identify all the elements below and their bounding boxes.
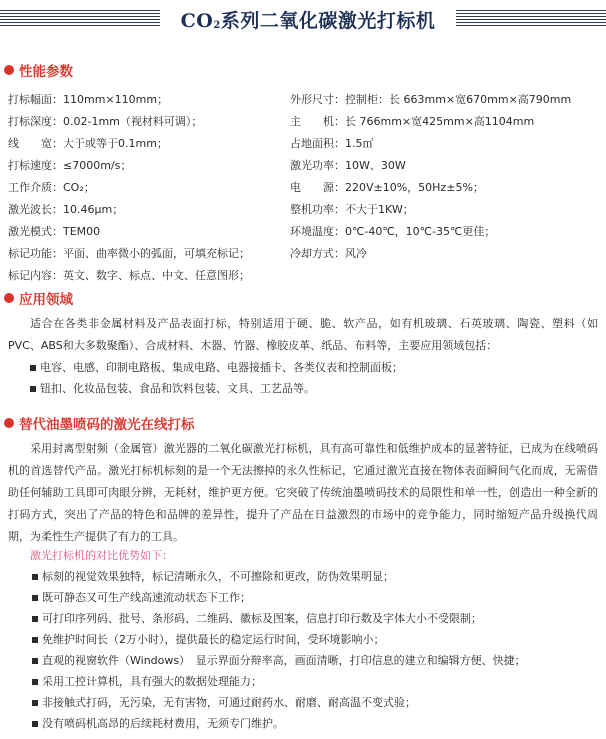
spec-left: 打标幅面：110mm×110mm； [8,93,169,106]
square-bullet-icon [32,679,38,685]
list-item: 标刻的视觉效果独特，标记清晰永久，不可擦除和更改，防伪效果明显； [32,566,592,587]
list-item: 免维护时间长（2万小时），提供最长的稳定运行时间，受环境影响小； [32,629,592,650]
list-item: 钮扣、化妆品包装、食品和饮料包装、文具、工艺品等。 [30,378,590,399]
spec-right [290,265,590,287]
applications-paragraph: 适合在各类非金属材料及产品表面打标，特别适用于硬、脆、软产品，如有机玻璃、石英玻璃、陶瓷、塑料（如PVC、ABS和大多数聚酯）、合成材料、木器、竹器、橡胶皮革、纸品、布料等，主要应用领域包括： [8,317,598,352]
spec-left: 标记内容：英文、数字、标点、中文、任意图形； [8,269,250,282]
spec-right: 整机功率：不大于1KW； [290,203,414,216]
square-bullet-icon [32,700,38,706]
section-heading-replacement: 替代油墨喷码的激光在线打标 [4,413,195,433]
spec-right: 外形尺寸：控制柜：长 663mm×宽670mm×高790mm [290,93,572,106]
list-item: 非接触式打码，无污染，无有害物，可通过耐药水、耐磨、耐高温不变式验； [32,692,592,713]
list-item: 既可静态又可生产线高速流动状态下工作； [32,587,592,608]
spec-left: 激光模式：TEM00 [8,225,101,238]
spec-left: 标记功能：平面、曲率微小的弧面，可填充标记； [8,247,250,260]
spec-right: 环境温度：0℃-40℃，10℃-35℃更佳； [290,225,496,238]
spec-left: 打标速度：≤7000m/s； [8,159,132,172]
header-title-box [160,2,456,36]
spec-row [8,243,598,265]
spec-row [8,89,598,111]
square-bullet-icon [32,721,38,727]
spec-left: 工作介质：CO₂； [8,181,95,194]
bullet-dot-icon [4,65,14,75]
square-bullet-icon [32,574,38,580]
advantages-list [32,566,592,734]
spec-row [8,199,598,221]
spec-left: 打标深度：0.02-1mm（视材料可调）； [8,115,203,128]
section-heading-performance: 性能参数 [4,60,73,80]
list-item: 可打印序列码、批号、条形码、二维码、徽标及图案，信息打印行数及字体大小不受限制； [32,608,592,629]
square-bullet-icon [32,658,38,664]
square-bullet-icon [32,637,38,643]
spec-row [8,221,598,243]
spec-table [8,89,598,287]
spec-right: 激光功率：10W、30W [290,159,406,172]
list-item: 没有喷码机高昂的后续耗材费用，无须专门维护。 [32,713,592,734]
applications-list [30,357,590,399]
square-bullet-icon [30,365,36,371]
header-stripe-left [0,10,160,28]
list-item: 采用工控计算机，具有强大的数据处理能力； [32,671,592,692]
spec-row [8,155,598,177]
spec-left: 激光波长：10.46μm； [8,203,124,216]
header-banner [0,0,606,38]
advantages-title: 激光打标机的对比优势如下： [30,549,173,562]
spec-row [8,177,598,199]
header-stripe-right [456,10,606,28]
section-heading-applications: 应用领域 [4,288,73,308]
spec-row [8,111,598,133]
bullet-dot-icon [4,418,14,428]
spec-right: 冷却方式：风冷 [290,247,367,260]
spec-right: 主 机：长 766mm×宽425mm×高1104mm [290,115,535,128]
square-bullet-icon [32,595,38,601]
list-item: 直观的视窗软件（Windows） 显示界面分辩率高，画面清晰，打印信息的建立和编辑方便、快捷； [32,650,592,671]
bullet-dot-icon [4,293,14,303]
spec-right: 电 源：220V±10%，50Hz±5%； [290,181,484,194]
spec-left: 线 宽：大于或等于0.1mm； [8,137,168,150]
spec-row [8,265,598,287]
square-bullet-icon [30,386,36,392]
replacement-paragraph: 采用封离型射频（金属管）激光器的二氧化碳激光打标机，具有高可靠性和低维护成本的显著特征，已成为在线喷码机的首选替代产品。激光打标机标刻的是一个无法擦掉的永久性标记，它通过激光直接在物体表面瞬间气化而成，无需借助任何辅助工具即可肉眼分辨，无耗材，维护更方便。它突破了传统油墨喷码技术的局限性和单一性，创造出一种全新的打码方式，突出了产品的特色和品牌的差异性，提升了产品在日益激烈的市场中的竞争能力，同时缩短产品升级换代周期，为柔性生产提供了有力的工具。 [8,442,598,543]
list-item: 电容、电感、印制电路板、集成电路、电器接插卡、各类仪表和控制面板； [30,357,590,378]
spec-row [8,133,598,155]
page-title: $CO_2$系列二氧化碳激光打标机 [180,9,436,32]
square-bullet-icon [32,616,38,622]
spec-right: 占地面积：1.5㎡ [290,137,374,150]
